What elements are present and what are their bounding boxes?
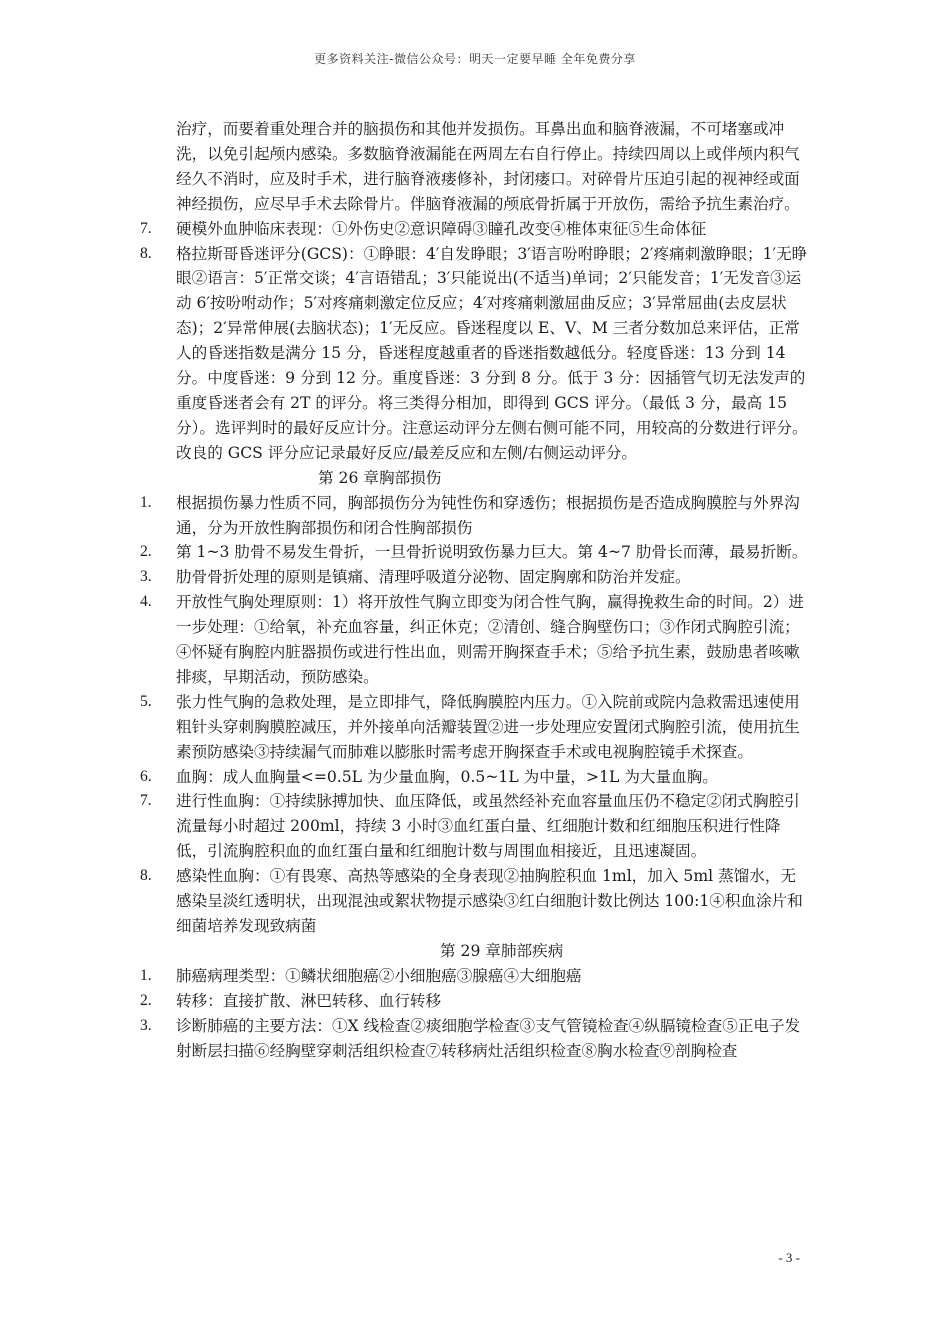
list-item [140, 491, 810, 541]
list-item [140, 690, 810, 765]
chapter-26-title: 第 26 章胸部损伤 [318, 468, 442, 487]
list-item [140, 1014, 810, 1064]
document-body [140, 117, 810, 1063]
item-text: 诊断肺癌的主要方法：①X 线检查②痰细胞学检查③支气管镜检查④纵膈镜检查⑤正电子发射断层扫描⑥经胸壁穿刺活组织检查⑦转移病灶活组织检查⑧胸水检查⑨剖胸检查 [176, 1016, 801, 1060]
item-number: 7. [140, 792, 152, 810]
item-text: 转移：直接扩散、淋巴转移、血行转移 [176, 991, 442, 1010]
item-text: 开放性气胸处理原则：1）将开放性气胸立即变为闭合性气胸，赢得挽救生命的时间。2）进一步处理：①给氧，补充血容量，纠正休克；②清创、缝合胸壁伤口；③作闭式胸腔引流；④怀疑有胸腔内脏器损伤或进行性出血，则需开胸探查手术；⑤给予抗生素，鼓励患者咳嗽排痰，早期活动，预防感染。 [176, 593, 804, 686]
list-item [140, 540, 810, 565]
item-text: 进行性血胸：①持续脉搏加快、血压降低，或虽然经补充血容量血压仍不稳定②闭式胸腔引流量每小时超过 200ml，持续 3 小时③血红蛋白量、红细胞计数和红细胞压积进行性降低，引流胸腔积血的血红蛋白量和红细胞计数与周围血相接近，且迅速凝固。 [176, 792, 800, 861]
list-item [140, 242, 810, 466]
item-number: 1. [140, 493, 152, 511]
item-number: 1. [140, 966, 152, 984]
item-number: 2. [140, 991, 152, 1009]
list-item [140, 789, 810, 864]
item-number: 3. [140, 568, 152, 586]
item-number: 5. [140, 692, 152, 710]
intro-paragraph: 治疗，而要着重处理合并的脑损伤和其他并发损伤。耳鼻出血和脑脊液漏，不可堵塞或冲洗，以免引起颅内感染。多数脑脊液漏能在两周左右自行停止。持续四周以上或伴颅内积气经久不消时，应及时手术，进行脑脊液瘘修补，封闭瘘口。对碎骨片压迫引起的视神经或面神经损伤，应尽早手术去除骨片。伴脑脊液漏的颅底骨折属于开放伤，需给予抗生素治疗。 [176, 120, 800, 213]
page-number: - 3 - [778, 1250, 800, 1265]
item-text: 硬模外血肿临床表现：①外伤史②意识障碍③瞳孔改变④椎体束征⑤生命体征 [176, 219, 707, 238]
item-text: 格拉斯哥昏迷评分(GCS)：①睁眼：4′自发睁眼；3′语言吩咐睁眼；2′疼痛刺激睁眼；1′无睁眼②语言：5′正常交谈；4′言语错乱；3′只能说出(不适当)单词；2′只能发音；1′无发音③运动 6′按吩咐动作；5′对疼痛刺激定位反应；4′对疼痛刺激屈曲反应；3′异常屈曲(去皮层状态)；2′异常伸展(去脑状态)；1′无反应。昏迷程度以 E、V、M 三者分数加总来评估，正常人的昏迷指数是满分 15 分，昏迷程度越重者的昏迷指数越低分。轻度昏迷：13 分到 14 分。中度昏迷：9 分到 12 分。重度昏迷：3 分到 8 分。低于 3 分：因插管气切无法发声的重度昏迷者会有 2T 的评分。将三类得分相加，即得到 GCS 评分。（最低 3 分，最高 15 分）。选评判时的最好反应计分。注意运动评分左侧右侧可能不同，用较高的分数进行评分。改良的 GCS 评分应记录最好反应/最差反应和左侧/右侧运动评分。 [176, 244, 808, 462]
item-number: 8. [140, 244, 152, 262]
list-item [140, 565, 810, 590]
item-number: 3. [140, 1016, 152, 1034]
header-note: 更多资料关注-微信公众号：明天一定要早睡 全年免费分享 [314, 52, 636, 66]
list-item [140, 864, 810, 939]
item-number: 4. [140, 593, 152, 611]
item-text: 根据损伤暴力性质不同，胸部损伤分为钝性伤和穿透伤；根据损伤是否造成胸膜腔与外界沟通，分为开放性胸部损伤和闭合性胸部损伤 [176, 493, 800, 537]
list-item [140, 590, 810, 690]
chapter-29-title: 第 29 章肺部疾病 [440, 941, 564, 960]
list-item [140, 217, 810, 242]
item-number: 2. [140, 543, 152, 561]
item-text: 感染性血胸：①有畏寒、高热等感染的全身表现②抽胸腔积血 1ml，加入 5ml 蒸馏水，无感染呈淡红透明状，出现混浊或絮状物提示感染③红白细胞计数比例达 100:1④积血涂片和细菌培养发现致病菌 [176, 867, 803, 935]
item-number: 8. [140, 867, 152, 885]
list-item [140, 989, 810, 1014]
item-number: 7. [140, 219, 152, 237]
item-text: 肋骨骨折处理的原则是镇痛、清理呼吸道分泌物、固定胸廓和防治并发症。 [176, 568, 691, 587]
list-item [140, 765, 810, 790]
list-item [140, 964, 810, 989]
item-text: 血胸：成人血胸量<=0.5L 为少量血胸，0.5~1L 为中量，>1L 为大量血胸。 [176, 767, 718, 786]
item-text: 第 1~3 肋骨不易发生骨折，一旦骨折说明致伤暴力巨大。第 4~7 肋骨长而薄，最易折断。 [176, 543, 808, 562]
item-text: 张力性气胸的急救处理，是立即排气，降低胸膜腔内压力。①入院前或院内急救需迅速使用粗针头穿刺胸膜腔减压，并外接单向活瓣装置②进一步处理应安置闭式胸腔引流，使用抗生素预防感染③持续漏气而肺难以膨胀时需考虑开胸探查手术或电视胸腔镜手术探查。 [176, 692, 800, 761]
item-number: 6. [140, 767, 152, 785]
item-text: 肺癌病理类型：①鳞状细胞癌②小细胞癌③腺癌④大细胞癌 [176, 966, 582, 985]
